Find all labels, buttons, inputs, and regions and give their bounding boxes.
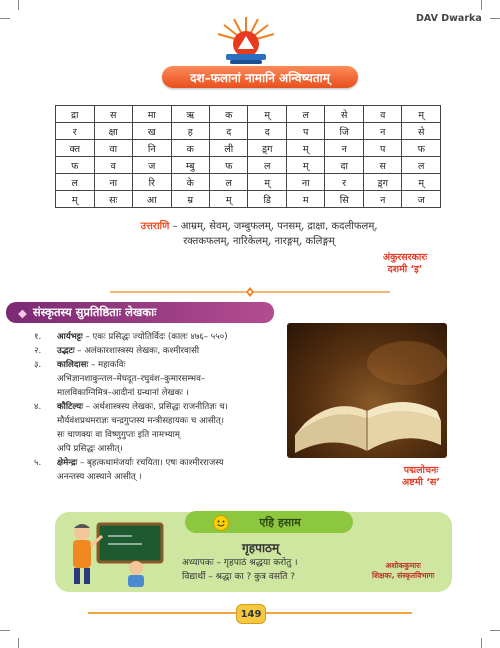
author-description: मालविकाग्निमित्र–आदीनां ग्रन्थानां लेखकः । (57, 388, 189, 398)
grid-cell: न (363, 123, 402, 140)
grid-cell: र (325, 174, 364, 191)
section-title (6, 302, 274, 323)
grid-cell: ल (287, 106, 325, 123)
smiley-icon (213, 515, 229, 531)
puzzle-credit-name: अंकुरसरकारः (382, 252, 428, 263)
author-description: अनन्तस्य आस्थाने आसीत् । (57, 472, 142, 482)
joke-title: गृहपाठम् (242, 541, 280, 555)
grid-cell: ऋ (171, 106, 209, 123)
grid-cell: द्रा (56, 106, 95, 123)
grid-cell: न (363, 191, 402, 208)
grid-cell: द (248, 123, 287, 140)
grid-cell: प (363, 140, 402, 157)
grid-cell: डि (248, 191, 287, 208)
dav-logo (214, 14, 278, 66)
grid-cell: स (94, 106, 133, 123)
decorative-divider (100, 282, 400, 292)
author-description: – बृहत्कथामंजर्याः रचयिता। एषः काश्मीरराजस्य (80, 458, 224, 468)
author-description: सः चाणक्यः वा विष्णुगुप्तः इति नामभ्याम् (57, 430, 180, 440)
section-bullet-icon: ◆ (18, 305, 27, 320)
grid-cell: आ (133, 191, 172, 208)
grid-cell: म् (210, 191, 248, 208)
author-name: आर्यभट्टः (57, 332, 83, 342)
author-item (34, 400, 280, 456)
grid-cell: ज (402, 191, 441, 208)
grid-cell: सः (94, 191, 133, 208)
open-book-photo (287, 323, 447, 458)
author-description: अपि प्रसिद्धः आसीत्। (57, 444, 123, 454)
author-number: २. (34, 346, 42, 356)
author-description: – अलंकारशास्त्रस्य लेखकः, कश्मीरवासी (77, 346, 200, 356)
puzzle-title: दश–फलानां नामानि अन्विष्यताम् (162, 66, 358, 88)
joke-credit (372, 561, 434, 581)
grid-cell: से (402, 123, 441, 140)
grid-row (56, 106, 441, 123)
grid-cell: ड़्ग (363, 174, 402, 191)
grid-cell: म् (287, 140, 325, 157)
author-description: – अर्थशास्त्रस्य लेखकः, प्रसिद्धः राजनीतिज्ञः च। (85, 402, 228, 412)
author-number: ३. (34, 360, 42, 370)
author-list (34, 330, 280, 484)
grid-cell: ल (210, 174, 248, 191)
grid-cell: म्बु (171, 157, 209, 174)
grid-cell: म् (402, 174, 441, 191)
grid-cell: फ (402, 140, 441, 157)
grid-cell: फ (56, 157, 95, 174)
joke-credit-role: शिक्षकः, संस्कृतविभागः (372, 571, 435, 580)
teacher-student-illustration (62, 518, 167, 588)
grid-cell: नि (133, 140, 172, 157)
section-credit-name: पद्मलोचनः (403, 465, 439, 476)
grid-cell: क्षा (94, 123, 133, 140)
grid-cell: से (325, 106, 364, 123)
grid-cell: दा (325, 157, 364, 174)
grid-cell: रि (133, 174, 172, 191)
author-number: १. (34, 332, 42, 342)
grid-cell: ड़्ग (248, 140, 287, 157)
grid-cell: म् (56, 191, 95, 208)
grid-row (56, 123, 441, 140)
page-number: 149 (236, 604, 266, 624)
grid-cell: वा (94, 140, 133, 157)
grid-row (56, 174, 441, 191)
grid-cell: स (363, 157, 402, 174)
grid-cell: न (325, 140, 364, 157)
author-item (34, 330, 280, 344)
grid-cell: र (56, 123, 95, 140)
grid-cell: सि (325, 191, 364, 208)
author-name: उद्भटः (57, 346, 75, 356)
author-name: कालिदासः (57, 360, 89, 370)
grid-cell: म् (248, 174, 287, 191)
school-brand: DAV Dwarka (416, 13, 482, 24)
grid-cell: ह (171, 123, 209, 140)
grid-cell: म्र (171, 191, 209, 208)
grid-cell: द (210, 123, 248, 140)
puzzle-credit (360, 252, 450, 276)
answers-label: उत्तराणि (140, 221, 170, 232)
author-item (34, 344, 280, 358)
joke-tab-label: एहि हसाम (259, 515, 301, 529)
grid-cell: क्त (56, 140, 95, 157)
grid-cell: प (287, 123, 325, 140)
section-credit (376, 465, 466, 489)
section-credit-class: अष्टमी ‘स’ (402, 477, 440, 488)
grid-cell: जि (325, 123, 364, 140)
grid-cell: ल (248, 157, 287, 174)
author-description: मौर्यवंशप्रथमराज्ञः चन्द्रगुप्तस्य मन्त्रीसहायकः च आसीत्। (57, 416, 225, 426)
grid-cell: क (171, 140, 209, 157)
puzzle-credit-class: दशमी ‘इ’ (387, 264, 423, 275)
answers (94, 219, 424, 249)
grid-row (56, 157, 441, 174)
grid-cell: ना (94, 174, 133, 191)
grid-cell: क (210, 106, 248, 123)
author-name: क्षेमेन्द्रः (57, 458, 78, 468)
grid-cell: व (363, 106, 402, 123)
grid-cell: ना (287, 174, 325, 191)
author-number: ५. (34, 458, 42, 468)
grid-cell: ज (133, 157, 172, 174)
grid-cell: फ (210, 157, 248, 174)
student-line: विद्यार्थी – श्रद्धा का ? कुत्र वसति ? (182, 572, 296, 582)
grid-cell: मा (133, 106, 172, 123)
grid-cell: ख (133, 123, 172, 140)
answers-line1: – आम्रम्, सेवम्, जम्बुफलम्, पनसम्, द्राक्षा, कदलीफलम्, (172, 221, 378, 232)
author-description: – एकः प्रसिद्धः ज्योतिर्विदः (कालः ४७६– ५५०) (85, 332, 228, 342)
teacher-line: अध्यापकः – गृहपाठं श्रद्धया करोतु । (182, 558, 298, 568)
grid-row (56, 140, 441, 157)
grid-cell: के (171, 174, 209, 191)
grid-cell: व (94, 157, 133, 174)
author-number: ४. (34, 402, 42, 412)
grid-cell: म् (248, 106, 287, 123)
author-description: – महाकविः (90, 360, 126, 370)
joke-dialogue (182, 556, 298, 584)
joke-tab (185, 511, 353, 533)
author-name: कौटिल्यः (57, 402, 84, 412)
author-item (34, 358, 280, 400)
grid-cell: म (287, 191, 325, 208)
grid-row (56, 191, 441, 208)
grid-cell: म् (287, 157, 325, 174)
grid-cell: ली (210, 140, 248, 157)
grid-cell: ल (56, 174, 95, 191)
author-description: अभिज्ञानशाकुन्तल–मेघदूत–रघुवंश–कुमारसम्भव– (57, 374, 206, 384)
grid-cell: ल (402, 157, 441, 174)
grid-cell: म् (402, 106, 441, 123)
answers-line2: रक्तकफलम्, नारिकेलम्, नारङ्गम्, कलिङ्गम् (183, 236, 335, 247)
section-title-text: संस्कृतस्य सुप्रतिष्ठिताः लेखकाः (32, 305, 157, 319)
joke-credit-name: अशोककुमारः (385, 561, 421, 570)
word-grid (55, 105, 441, 208)
author-item (34, 456, 280, 484)
